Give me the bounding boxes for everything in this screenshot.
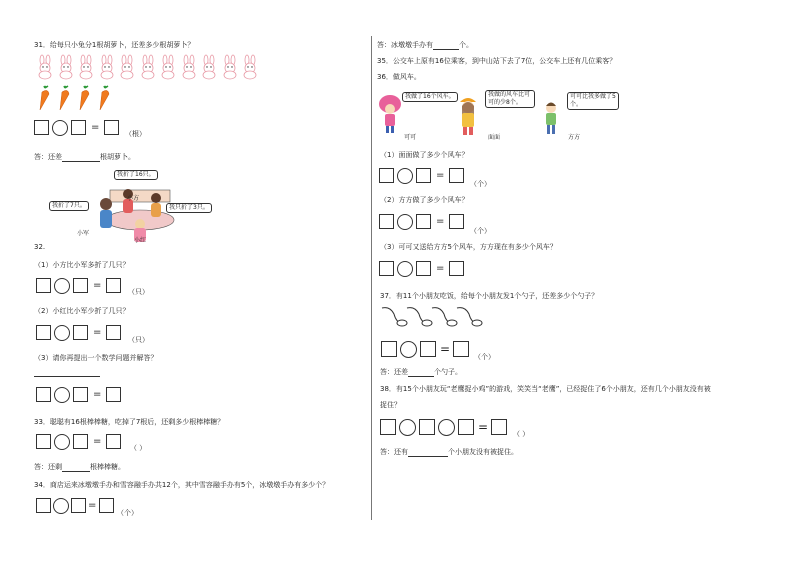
answer-box[interactable] xyxy=(36,434,51,449)
answer-box[interactable] xyxy=(453,341,469,357)
operator-circle[interactable] xyxy=(54,434,70,450)
q32-question-blank[interactable] xyxy=(34,376,100,377)
speech-bubble: 我做的风车比可可的少8个。 xyxy=(485,90,535,108)
carrot-row xyxy=(36,86,126,112)
spoon-icon xyxy=(382,308,407,326)
rabbit-icon xyxy=(159,55,177,79)
unit-label: （根） xyxy=(125,130,146,138)
answer-box[interactable] xyxy=(73,387,88,402)
q36-sub2: （2）方方做了多少个风车？ xyxy=(380,196,469,204)
q36-sub3: （3）可可又送给方方5个风车，方方现在有多少个风车？ xyxy=(380,243,557,251)
equals-sign: = xyxy=(93,280,102,291)
answer-box[interactable] xyxy=(379,261,394,276)
answer-box[interactable] xyxy=(420,341,436,357)
answer-box[interactable] xyxy=(106,325,121,340)
operator-circle[interactable] xyxy=(54,278,70,294)
answer-blank[interactable] xyxy=(62,154,100,162)
answer-box[interactable] xyxy=(71,120,86,135)
spoon-row xyxy=(380,304,490,332)
q34-answer: 答：冰墩墩手办有 个。 xyxy=(377,41,473,49)
q33-answer: 答：还剩 根棒棒糖。 xyxy=(34,463,125,471)
child-icon xyxy=(100,198,112,210)
rabbit-icon xyxy=(36,55,54,79)
q35-text: 35．公交车上原有16位乘客，到中山站下去了7位，公交车上还有几位乘客？ xyxy=(377,57,617,65)
operator-circle[interactable] xyxy=(397,261,413,277)
speech-bubble: 我折了7只。 xyxy=(49,201,89,211)
equals-sign: = xyxy=(436,263,445,274)
operator-circle[interactable] xyxy=(438,419,455,436)
child-icon xyxy=(460,98,476,135)
rabbit-icon xyxy=(139,55,157,79)
answer-box[interactable] xyxy=(73,278,88,293)
q31-text: 31．给每只小兔分1根胡萝卜，还差多少根胡萝卜？ xyxy=(34,41,195,49)
answer-box[interactable] xyxy=(73,325,88,340)
q38-text-line2: 捉住？ xyxy=(380,401,401,409)
answer-box[interactable] xyxy=(416,168,431,183)
equals-sign: = xyxy=(436,170,445,181)
speech-bubble: 我只折了3只。 xyxy=(166,203,212,213)
answer-blank[interactable] xyxy=(408,449,448,457)
equals-sign: = xyxy=(93,389,102,400)
rabbit-icon xyxy=(221,55,239,79)
q38-answer: 答：还有 个小朋友没有被捉住。 xyxy=(380,448,518,456)
unit-label: （只） xyxy=(128,288,149,296)
rabbit-icon xyxy=(98,55,116,79)
q32-sub1: （1）小方比小军多折了几只？ xyxy=(34,261,130,269)
operator-circle[interactable] xyxy=(397,214,413,230)
answer-box[interactable] xyxy=(449,168,464,183)
answer-box[interactable] xyxy=(379,168,394,183)
operator-circle[interactable] xyxy=(53,498,69,514)
rabbit-icon xyxy=(77,55,95,79)
unit-label: （ ） xyxy=(513,430,530,438)
carrot-icon xyxy=(96,86,112,112)
spoon-icon xyxy=(432,308,457,326)
answer-box[interactable] xyxy=(104,120,119,135)
answer-blank[interactable] xyxy=(62,464,90,472)
rabbit-icon xyxy=(241,55,259,79)
equals-sign: = xyxy=(478,420,489,434)
name-label: 可可 xyxy=(404,134,417,141)
answer-box[interactable] xyxy=(449,261,464,276)
unit-label: （个） xyxy=(474,353,495,361)
unit-label: （个） xyxy=(117,509,138,517)
equals-sign: = xyxy=(93,327,102,338)
answer-box[interactable] xyxy=(36,498,51,513)
operator-circle[interactable] xyxy=(54,325,70,341)
unit-label: （个） xyxy=(470,227,491,235)
carrot-icon xyxy=(56,86,72,112)
operator-circle[interactable] xyxy=(400,341,417,358)
answer-box[interactable] xyxy=(491,419,507,435)
carrot-icon xyxy=(36,86,52,112)
operator-circle[interactable] xyxy=(397,168,413,184)
q33-text: 33．聪聪有16根棒棒糖，吃掉了7根后，还剩多少根棒棒糖？ xyxy=(34,418,225,426)
q32-sub3: （3）请你再提出一个数学问题并解答？ xyxy=(34,354,158,362)
speech-bubble: 我折了16只。 xyxy=(114,170,158,180)
answer-box[interactable] xyxy=(419,419,435,435)
speech-bubble: 我做了16个风车。 xyxy=(402,92,458,102)
answer-box[interactable] xyxy=(36,325,51,340)
carrot-icon xyxy=(76,86,92,112)
rabbit-row xyxy=(36,55,276,79)
answer-blank[interactable] xyxy=(433,42,459,50)
rabbit-icon xyxy=(57,55,75,79)
name-label: 方方 xyxy=(568,134,581,141)
child-icon xyxy=(151,193,161,203)
q32-sub2: （2）小红比小军少折了几只？ xyxy=(34,307,130,315)
answer-box[interactable] xyxy=(380,419,396,435)
name-label: 小方 xyxy=(127,195,140,202)
q37-answer: 答：还差 个勺子。 xyxy=(380,368,462,376)
name-label: 小军 xyxy=(77,230,90,237)
equals-sign: = xyxy=(93,436,102,447)
answer-blank[interactable] xyxy=(408,369,434,377)
q36-sub1: （1）面面做了多少个风车？ xyxy=(380,151,469,159)
equals-sign: = xyxy=(88,500,97,511)
equals-sign: = xyxy=(440,342,451,356)
answer-box[interactable] xyxy=(449,214,464,229)
answer-box[interactable] xyxy=(36,278,51,293)
unit-label: （ ） xyxy=(130,444,147,452)
q32-number: 32. xyxy=(34,243,46,251)
answer-box[interactable] xyxy=(34,120,49,135)
answer-box[interactable] xyxy=(458,419,474,435)
operator-circle[interactable] xyxy=(52,120,68,136)
equals-sign: = xyxy=(436,216,445,227)
spoon-icon xyxy=(457,308,482,326)
answer-box[interactable] xyxy=(416,214,431,229)
answer-box[interactable] xyxy=(71,498,86,513)
rabbit-icon xyxy=(200,55,218,79)
q34-text: 34．商店运来冰墩墩手办和雪容融手办共12个，其中雪容融手办有5个，冰墩墩手办有多少个？ xyxy=(34,481,330,489)
operator-circle[interactable] xyxy=(399,419,416,436)
unit-label: （个） xyxy=(470,180,491,188)
column-divider xyxy=(371,36,372,520)
child-icon xyxy=(546,103,556,135)
answer-box[interactable] xyxy=(379,214,394,229)
answer-box[interactable] xyxy=(106,387,121,402)
q38-text-line1: 38．有15个小朋友玩“老鹰捉小鸡”的游戏，笑笑当“老鹰”，已经捉住了6个小朋友，还有几个小朋友没有被 xyxy=(380,385,711,393)
name-label: 面面 xyxy=(488,134,501,141)
rabbit-icon xyxy=(180,55,198,79)
name-label: 小红 xyxy=(134,237,147,244)
answer-box[interactable] xyxy=(36,387,51,402)
operator-circle[interactable] xyxy=(54,387,70,403)
q36-text: 36．做风车。 xyxy=(377,73,421,81)
answer-box[interactable] xyxy=(99,498,114,513)
equals-sign: = xyxy=(91,122,100,133)
rabbit-icon xyxy=(118,55,136,79)
unit-label: （只） xyxy=(128,336,149,344)
q37-text: 37．有11个小朋友吃饭，给每个小朋友发1个勺子，还差多少个勺子？ xyxy=(380,292,599,300)
spoon-icon xyxy=(407,308,432,326)
answer-box[interactable] xyxy=(416,261,431,276)
answer-box[interactable] xyxy=(106,434,121,449)
answer-box[interactable] xyxy=(106,278,121,293)
speech-bubble: 可可比我多做了5个。 xyxy=(567,92,619,110)
child-icon xyxy=(379,95,401,133)
q31-answer: 答：还差 根胡萝卜。 xyxy=(34,153,135,161)
answer-box[interactable] xyxy=(73,434,88,449)
answer-box[interactable] xyxy=(381,341,397,357)
